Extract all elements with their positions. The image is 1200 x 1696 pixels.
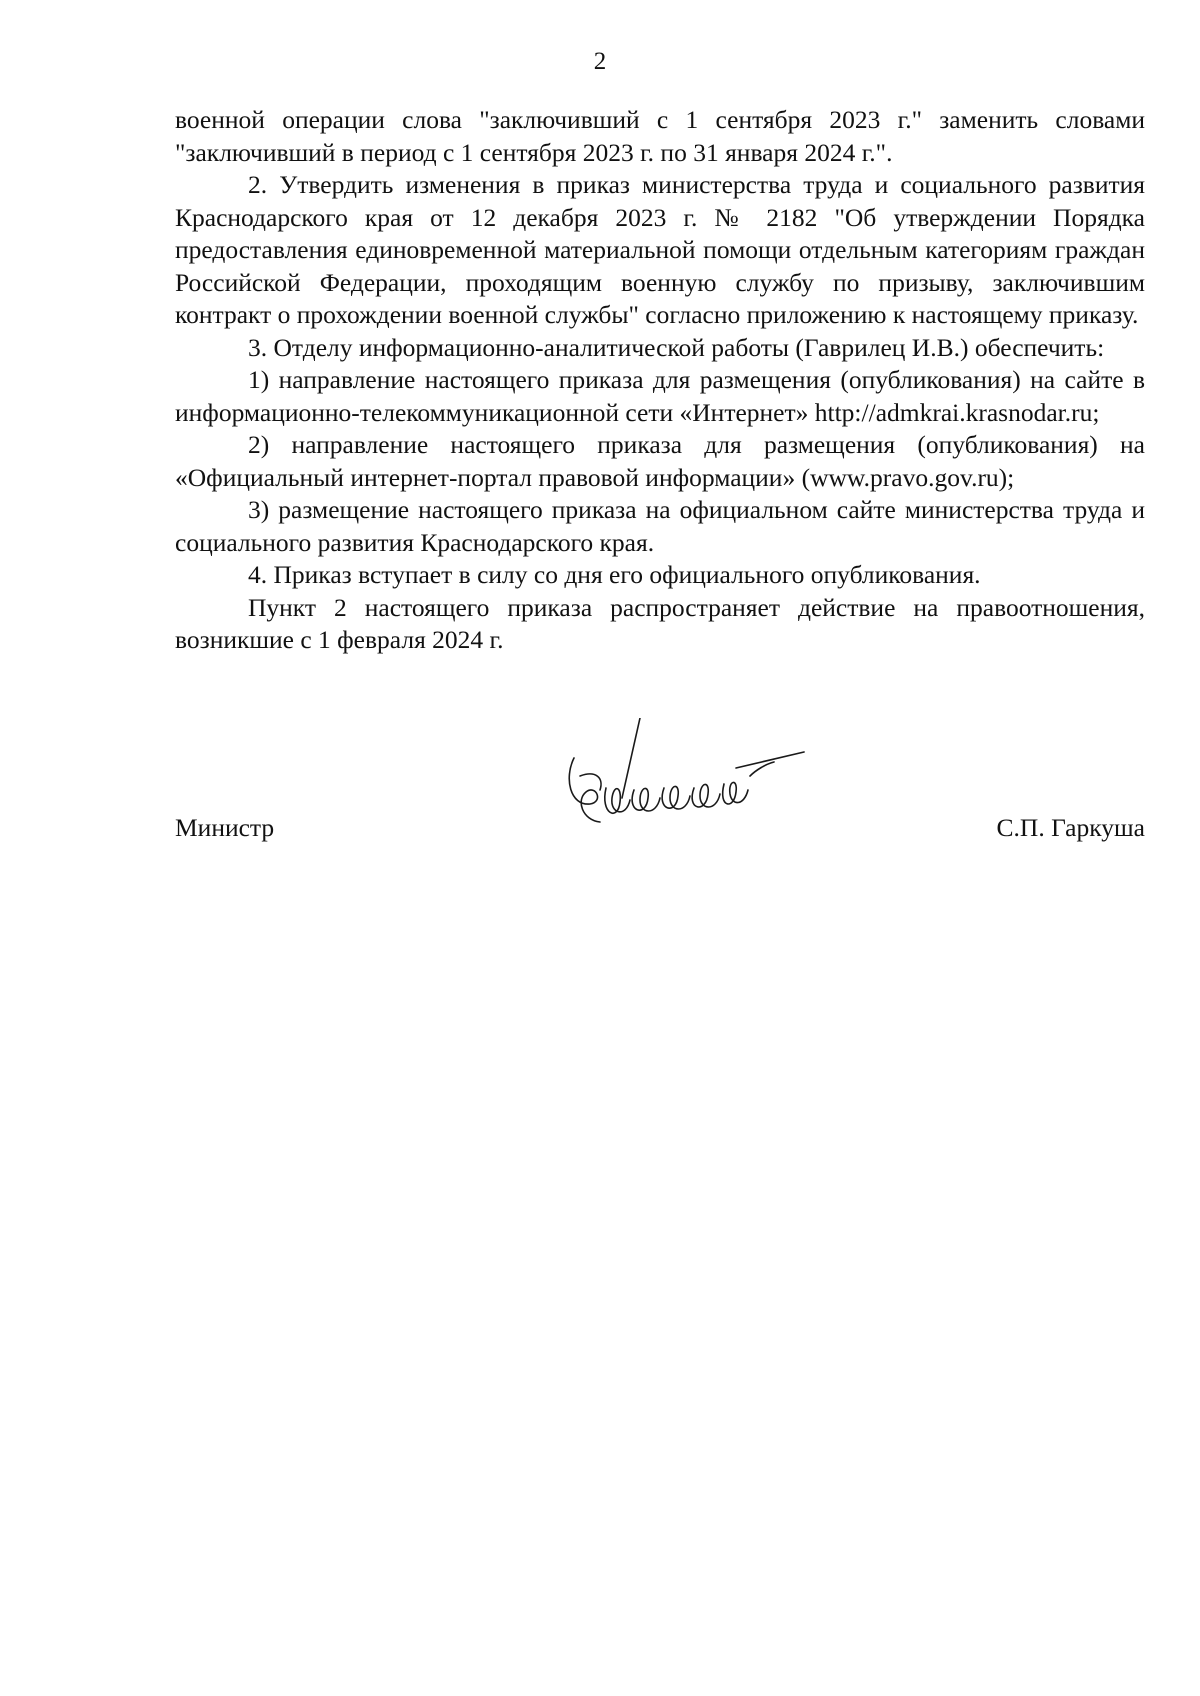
paragraph-item-4: 4. Приказ вступает в силу со дня его официального опубликования.	[248, 560, 981, 589]
paragraph-continuation: военной операции слова "заключивший с 1 сентября 2023 г." заменить словами "заключивший в период с 1 сентября 2023 г. по 31 января 2024 г.".	[175, 105, 1145, 167]
paragraph-item-3: 3. Отделу информационно-аналитической работы (Гаврилец И.В.) обеспечить:	[248, 332, 1105, 362]
paragraph-item-2: 2. Утвердить изменения в приказ министерства труда и социального развития Краснодарского края от 12 декабря 2023 г. № 2182 "Об утверждении Порядка предоставления единовременной материальной помощи отдельным категориям граждан Российской Федерации, проходящим военную службу по призыву, заключившим контракт о прохождении военной службы" согласно приложению к настоящему приказу.	[175, 170, 1145, 329]
signature-row	[175, 812, 1145, 852]
subitem-3: 3) размещение настоящего приказа на официальном сайте министерства труда и социального развития Краснодарского края.	[175, 495, 1145, 557]
subitem-2: 2) направление настоящего приказа для размещения (опубликования) на «Официальный интернет-портал правовой информации» (www.pravo.gov.ru);	[175, 430, 1145, 492]
page-number: 2	[593, 48, 607, 75]
document-body	[175, 104, 1145, 657]
subitem-1: 1) направление настоящего приказа для размещения (опубликования) на сайте в информационно-телекоммуникационной сети «Интернет» http://admkrai.krasnodar.ru;	[175, 365, 1145, 427]
signer-position: Министр	[175, 813, 275, 842]
paragraph-effective-clause: Пункт 2 настоящего приказа распространяет действие на правоотношения, возникшие с 1 февраля 2024 г.	[175, 592, 1145, 654]
signer-name: С.П. Гаркуша	[996, 813, 1145, 842]
